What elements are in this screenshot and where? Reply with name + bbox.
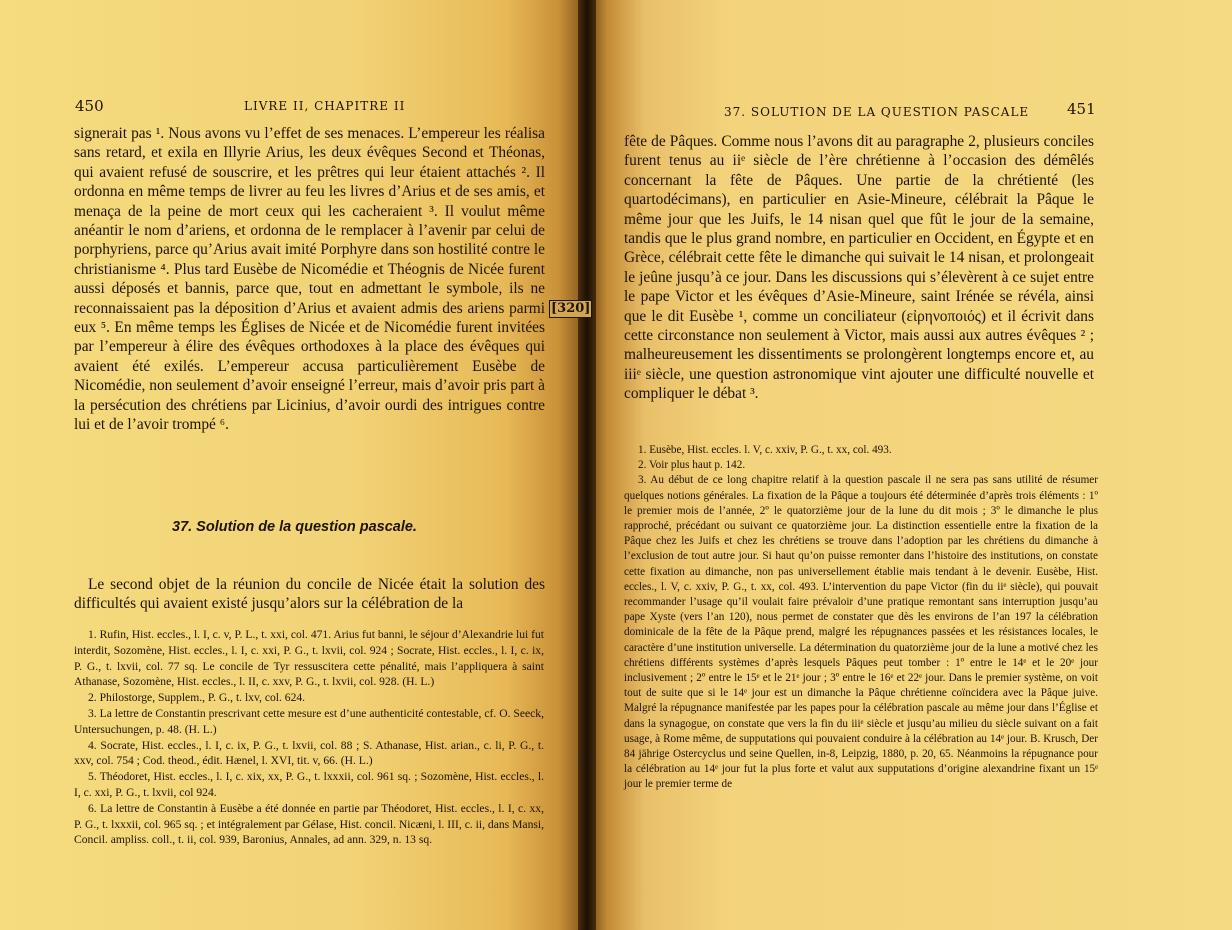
section-heading: 37. Solution de la question pascale. — [172, 519, 417, 535]
footnote-5: 5. Théodoret, Hist. eccles., l. I, c. xix, xx, P. G., t. lxxxii, col. 961 sq. ; Sozomène, Hist. eccles., l. I, c. xxi, P. G., t. lxvii, col 924. — [74, 770, 544, 799]
margin-marker: [320] — [551, 301, 591, 316]
section-opening-text: Le second objet de la réunion du concile de Nicée était la solution des difficultés qui avaient existé jusqu’alors sur la célébration de la — [74, 576, 545, 613]
footnote-3: 3. Au début de ce long chapitre relatif à la question pascale il ne sera pas sans utilité de résumer quelques notions générales. La fixation de la Pâque a toujours été déterminée d’après trois éléments : 1º le premier mois de l’année, 2º le quatorzième jour de la lune du dit mois ; 3º le dimanche le plus rapproché, précédant ou suivant ce quatorzième jour. La distinction essentielle entre la fixation de la Pâque chez les Juifs et chez les chrétiens se trouve dans l’adoption par les chrétiens du dimanche à l’exclusion de tout autre jour. Si haut qu’on puisse remonter dans l’histoire des institutions, on constate cette fixation au dimanche, non pas universellement établie mais tendant à le devenir. Eusèbe, Hist. eccles., l. V, c. xxiv, P. G., t. xx, col. 493. L’intervention du pape Victor (fin du iiᵉ siècle), qui pouvait recommander l’usage qu’il voulait faire prévaloir d’une pratique remontant sans interruption jusqu’au pape Xyste (vers l’an 120), nous permet de constater que dès les environs de l’an 197 la célébration dominicale de la fête de la Pâque prend, malgré les répugnances passées et les résistances locales, le caractère d’une institution universelle. La détermination du quatorzième jour de la lune a motivé chez les chrétiens différents systèmes d’après lesquels Pâques peut tomber : 1º entre le 14ᵉ et le 20ᵉ jour inclusivement ; 2º entre le 15ᵉ et le 21ᵉ jour ; 3º entre le 16ᵉ et 22ᵉ jour. Dans le premier système, on voit tout de suite que si le 14ᵉ jour est un dimanche la Pâque chrétienne coïncidera avec la Pâque juive. Malgré la répugnance manifestée par les papes pour la célébration pascale au même jour dans l’Église et dans la synagogue, on constate que vers la fin du iiiᵉ siècle et jusqu’au milieu du siècle suivant on a fait usage, à Rome même, de supputations qui pouvaient conduire à la célébration au 14ᵉ jour. B. Krusch, Der 84 jährige Ostercyclus und seine Quellen, in-8, Leipzig, 1880, p. 20, 65. Néanmoins la répugnance pour la célébration au 14ᵉ jour fut la plus forte et valut aux supputations d’origine alexandrine fixant un 15ᵉ jour le premier terme de — [624, 474, 1098, 791]
footnote-3: 3. La lettre de Constantin prescrivant cette mesure est d’une authenticité contestable, cf. O. Seeck, Untersuchungen, p. 48. (H. L.) — [74, 706, 544, 736]
right-page — [588, 0, 1232, 930]
footnote-4: 4. Socrate, Hist. eccles., l. I, c. ix, P. G., t. lxvii, col. 88 ; S. Athanase, Hist. arian., c. li, P. G., t. xxv, col. 754 ; Cod. theod., édit. Hænel, l. XVI, tit. v, 66. (H. L.) — [74, 738, 544, 768]
left-page — [0, 0, 588, 930]
left-footnotes — [74, 627, 544, 848]
right-page-number: 451 — [1067, 100, 1096, 118]
footnote-2: 2. Voir plus haut p. 142. — [638, 459, 746, 472]
right-running-head: 37. SOLUTION DE LA QUESTION PASCALE — [724, 105, 1030, 119]
footnote-6: 6. La lettre de Constantin à Eusèbe a été donnée en partie par Théodoret, Hist. eccles., l. I, c. xx, P. G., t. lxxxii, col. 965 sq. ; et intégralement par Gélase, Hist. concil. Nicæni, l. III, c. ii, dans Mansi, Concil. ampliss. coll., t. ii, col. 939, Baronius, Annales, ad ann. 329, n. 13 sq. — [74, 801, 544, 847]
right-footnotes — [624, 443, 1098, 793]
footnote-1: 1. Eusèbe, Hist. eccles. l. V, c. xxiv, P. G., t. xx, col. 493. — [638, 444, 892, 456]
book-gutter — [578, 0, 596, 930]
right-body-text: fête de Pâques. Comme nous l’avons dit au paragraphe 2, plusieurs conciles furent tenus au iiᵉ siècle de l’ère chrétienne à l’occasion des démêlés concernant la fête de Pâques. Une partie de la chrétienté (les quartodécimans), en particulier en Asie-Mineure, célébrait la Pâque le même jour que les Juifs, le 14 nisan quel que fût le jour de la semaine, tandis que le plus grand nombre, en particulier en Occident, en Égypte et en Grèce, célébrait cette fête le dimanche qui suivait le 14 nisan, et prolongeait le jeûne jusqu’à ce jour. Dans les discussions qui s’élevèrent à ce sujet entre le pape Victor et les évêques d’Asie-Mineure, saint Irénée se révéla, ainsi que le dit Eusèbe ¹, comme un conciliateur (εἰρηνοποιός) et il écrivit dans cette circonstance non seulement à Victor, mais aussi aux autres évêques ² ; malheureusement les dissentiments se prolongèrent longtemps encore et, au iiiᵉ siècle, une question astronomique vint ajouter une difficulté nouvelle et compliquer le débat ³. — [624, 133, 1094, 403]
left-running-head: LIVRE II, CHAPITRE II — [244, 99, 406, 113]
left-page-number: 450 — [75, 97, 104, 115]
left-body-text: signerait pas ¹. Nous avons vu l’effet de ses menaces. L’empereur les réalisa sans retard, et exila en Illyrie Arius, les deux évêques Second et Théonas, qui avaient refusé de souscrire, et les prêtres qui leur étaient attachés ². Il ordonna en même temps de livrer au feu les livres d’Arius et de ses amis, et menaça de la peine de mort ceux qui les cacheraient ³. Il voulut même anéantir le nom d’ariens, et ordonna de le remplacer à l’avenir par celui de porphyriens, parce qu’Arius avait imité Porphyre dans son hostilité contre le christianisme ⁴. Plus tard Eusèbe de Nicomédie et Théognis de Nicée furent aussi déposés et bannis, parce que, tout en admettant le symbole, ils ne reconnaissaient pas la déposition d’Arius et avaient admis des ariens parmi eux ⁵. En même temps les Églises de Nicée et de Nicomédie furent invitées par l’empereur à élire des évêques orthodoxes à la place des évêques qui avaient été exilés. L’empereur accusa particulièrement Eusèbe de Nicomédie, non seulement d’avoir enseigné l’erreur, mais d’avoir pris part à la persécution des chrétiens par Licinius, d’avoir ourdi des intrigues contre lui et de l’avoir trompé ⁶. — [74, 125, 545, 434]
footnote-1: 1. Rufin, Hist. eccles., l. I, c. v, P. L., t. xxi, col. 471. Arius fut banni, le séjour d’Alexandrie lui fut interdit, Sozomène, Hist. eccles., l. I, c. xxi, P. G., t. lxvii, col. 924 ; Socrate, Hist. eccles., l. I, c. ix, P. G., t. lxvii, col. 77 sq. Le concile de Tyr ressuscitera cette pénalité, mais l’appliquera à saint Athanase, Sozomène, Hist. eccles., l. II, c. xxv, P. G., t. lxvii, col. 928. (H. L.) — [74, 628, 544, 689]
footnote-2: 2. Philostorge, Supplem., P. G., t. lxv, col. 624. — [88, 691, 306, 705]
